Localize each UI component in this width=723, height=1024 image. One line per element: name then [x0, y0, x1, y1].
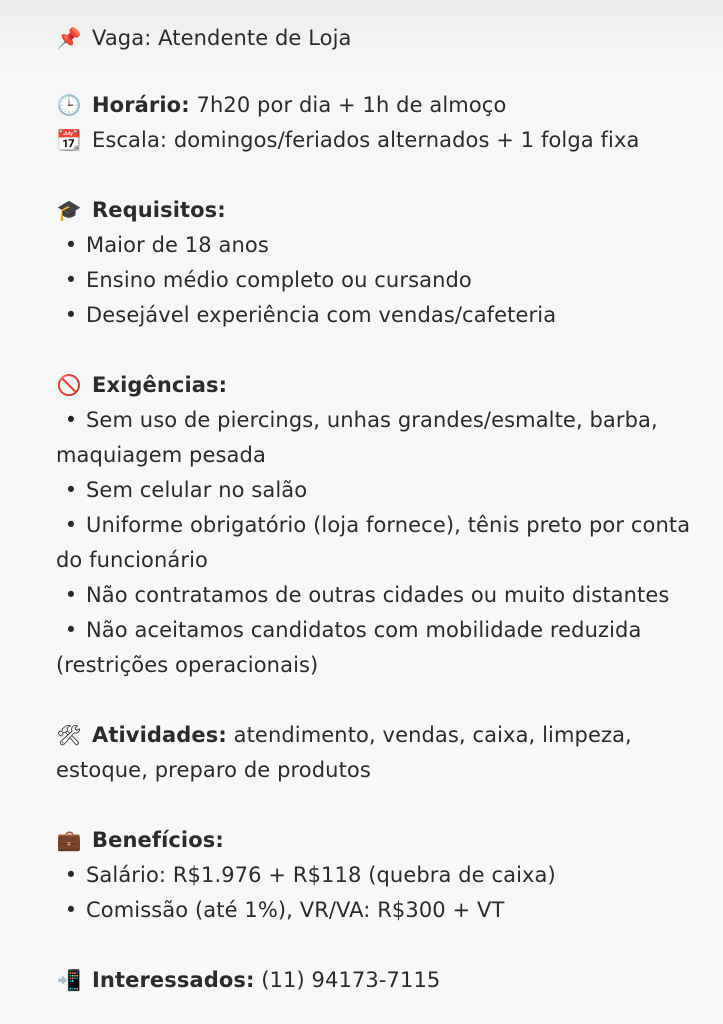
schedule-value: 7h20 por dia + 1h de almoço: [189, 93, 507, 117]
bullet: •: [64, 863, 78, 887]
calendar-icon: 📆: [56, 128, 82, 152]
list-item: [56, 893, 706, 928]
list-item: [56, 298, 706, 333]
benefits-label: Benefícios:: [92, 828, 224, 852]
pushpin-icon: 📌: [56, 26, 82, 50]
shift-line: [56, 123, 706, 158]
shift-text: Escala: domingos/feriados alternados + 1 folga fixa: [92, 128, 640, 152]
bullet: •: [64, 583, 78, 607]
bullet: •: [64, 478, 78, 502]
demands-label: Exigências:: [92, 373, 228, 397]
demand-text: Sem celular no salão: [86, 478, 308, 502]
requirement-text: Ensino médio completo ou cursando: [86, 268, 472, 292]
contact-line: [56, 963, 706, 998]
bullet: •: [64, 618, 78, 642]
schedule-label: Horário:: [92, 93, 190, 117]
schedule-line: [56, 88, 706, 123]
post-title: [56, 21, 352, 56]
bullet: •: [64, 513, 78, 537]
bullet: •: [64, 303, 78, 327]
clock-icon: 🕒: [56, 93, 82, 117]
bullet: •: [64, 408, 78, 432]
contact-phone[interactable]: (11) 94173-7115: [254, 968, 441, 992]
briefcase-icon: 💼: [56, 828, 82, 852]
requirements-label: Requisitos:: [92, 198, 226, 222]
activities-label: Atividades:: [92, 723, 227, 747]
list-item: [56, 263, 706, 298]
demand-text: Uniforme obrigatório (loja fornece), tênis preto por conta do funcionário: [56, 513, 691, 572]
activities-value: atendimento, vendas, caixa, limpeza, estoque, preparo de produtos: [56, 723, 632, 782]
phone-arrow-icon: 📲: [56, 968, 82, 992]
list-item: [56, 508, 706, 578]
job-post: [56, 0, 706, 998]
benefit-text: Salário: R$1.976 + R$118 (quebra de caixa): [86, 863, 556, 887]
prohibited-icon: 🚫: [56, 373, 82, 397]
demands-heading: [56, 368, 706, 403]
bullet: •: [64, 898, 78, 922]
activities-line: [56, 718, 706, 788]
benefit-text: Comissão (até 1%), VR/VA: R$300 + VT: [86, 898, 505, 922]
list-item: [56, 228, 706, 263]
benefits-heading: [56, 823, 706, 858]
bullet: •: [64, 233, 78, 257]
list-item: [56, 578, 706, 613]
list-item: [56, 473, 706, 508]
demand-text: Não contratamos de outras cidades ou muito distantes: [86, 583, 670, 607]
list-item: [56, 403, 706, 473]
requirement-text: Maior de 18 anos: [86, 233, 269, 257]
list-item: [56, 858, 706, 893]
bullet: •: [64, 268, 78, 292]
title-text: Vaga: Atendente de Loja: [92, 26, 352, 50]
demand-text: Não aceitamos candidatos com mobilidade reduzida (restrições operacionais): [56, 618, 642, 677]
list-item: [56, 613, 706, 683]
graduation-cap-icon: 🎓: [56, 198, 82, 222]
tools-icon: 🛠: [56, 723, 82, 747]
demand-text: Sem uso de piercings, unhas grandes/esmalte, barba, maquiagem pesada: [56, 408, 658, 467]
requirements-heading: [56, 193, 706, 228]
requirement-text: Desejável experiência com vendas/cafeteria: [86, 303, 557, 327]
contact-label: Interessados:: [92, 968, 255, 992]
